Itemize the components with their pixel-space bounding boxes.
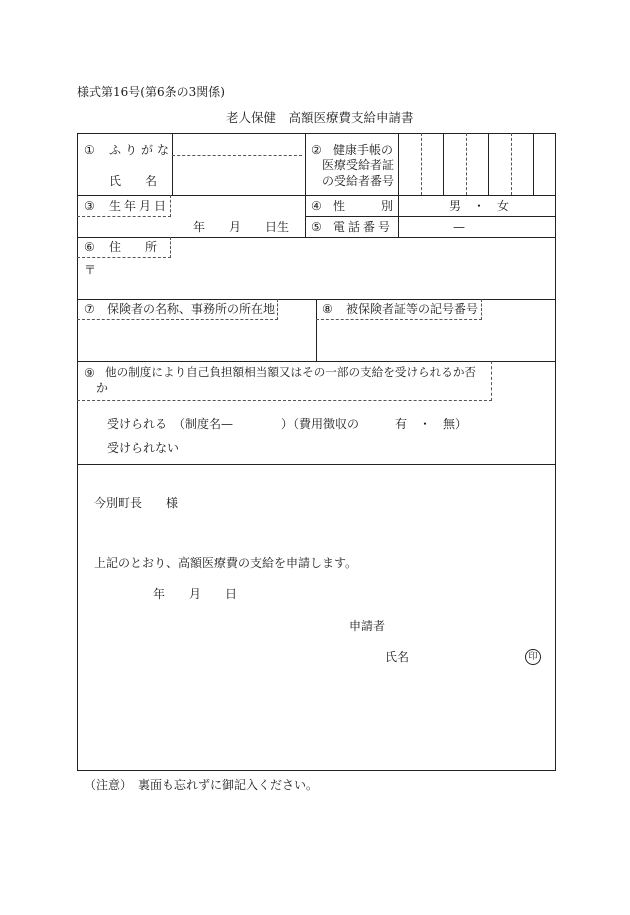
birth-value: 年 月 日生	[193, 220, 290, 234]
handbook-label-line3: の受給者番号	[322, 174, 395, 188]
addressee: 今別町長 様	[94, 496, 179, 510]
number-box-divider	[466, 133, 467, 195]
other-system-label-line1: 他の制度により自己負担額相当額又はその一部の支給を受けられるか否	[105, 365, 477, 379]
furigana-label: ふりがな	[109, 143, 174, 157]
sex-number: ④	[311, 199, 322, 213]
sex-options: 男 ・ 女	[449, 199, 510, 213]
applicant-label: 申請者	[349, 619, 386, 633]
sex-label: 性 別	[333, 199, 398, 213]
number-box-divider	[488, 133, 489, 195]
insurer-number: ⑦	[84, 302, 95, 316]
form-number: 様式第16号(第6条の3関係)	[77, 85, 225, 99]
form-title: 老人保健 高額医療費支給申請書	[226, 110, 414, 125]
rule-row5-bottom	[77, 464, 556, 465]
birth-number: ③	[84, 199, 95, 213]
other-system-number: ⑨	[84, 366, 95, 380]
phone-value: —	[453, 220, 465, 234]
phone-label: 電話番号	[333, 220, 394, 234]
number-box-divider	[533, 133, 534, 195]
furigana-number: ①	[84, 143, 95, 157]
other-system-label-line2: か	[96, 381, 109, 395]
footer-note: （注意） 裏面も忘れずに御記入ください。	[84, 778, 319, 792]
name-label: 氏 名	[109, 174, 158, 188]
number-box-divider	[511, 133, 512, 195]
applicant-name-label: 氏名	[385, 650, 410, 664]
insurer-label: 保険者の名称、事務所の所在地	[107, 302, 276, 316]
furigana-dash-line	[172, 155, 302, 156]
seal-icon: 印	[525, 649, 541, 665]
insured-cert-label: 被保険者証等の記号番号	[346, 302, 479, 316]
handbook-number: ②	[311, 143, 322, 157]
insured-cert-number: ⑧	[322, 302, 333, 316]
address-number: ⑥	[84, 240, 95, 254]
not-receivable-text: 受けられない	[107, 441, 180, 455]
address-label: 住 所	[109, 240, 158, 254]
number-box-divider	[421, 133, 422, 195]
rule-label-col	[398, 133, 399, 237]
birth-label: 生年月日	[109, 199, 170, 213]
postal-mark: 〒	[84, 263, 97, 277]
statement: 上記のとおり、高額医療費の支給を申請します。	[94, 556, 358, 570]
handbook-label-line2: 医療受給者証	[322, 158, 395, 172]
phone-number: ⑤	[311, 220, 322, 234]
receivable-text: 受けられる （制度名— ）（費用徴収の 有 ・ 無）	[107, 417, 468, 431]
rule-row2-mid	[305, 216, 556, 217]
handbook-label-line1: 健康手帳の	[333, 143, 394, 157]
application-date: 年 月 日	[153, 587, 238, 601]
number-box-divider	[443, 133, 444, 195]
rule-mid-col	[305, 133, 306, 237]
